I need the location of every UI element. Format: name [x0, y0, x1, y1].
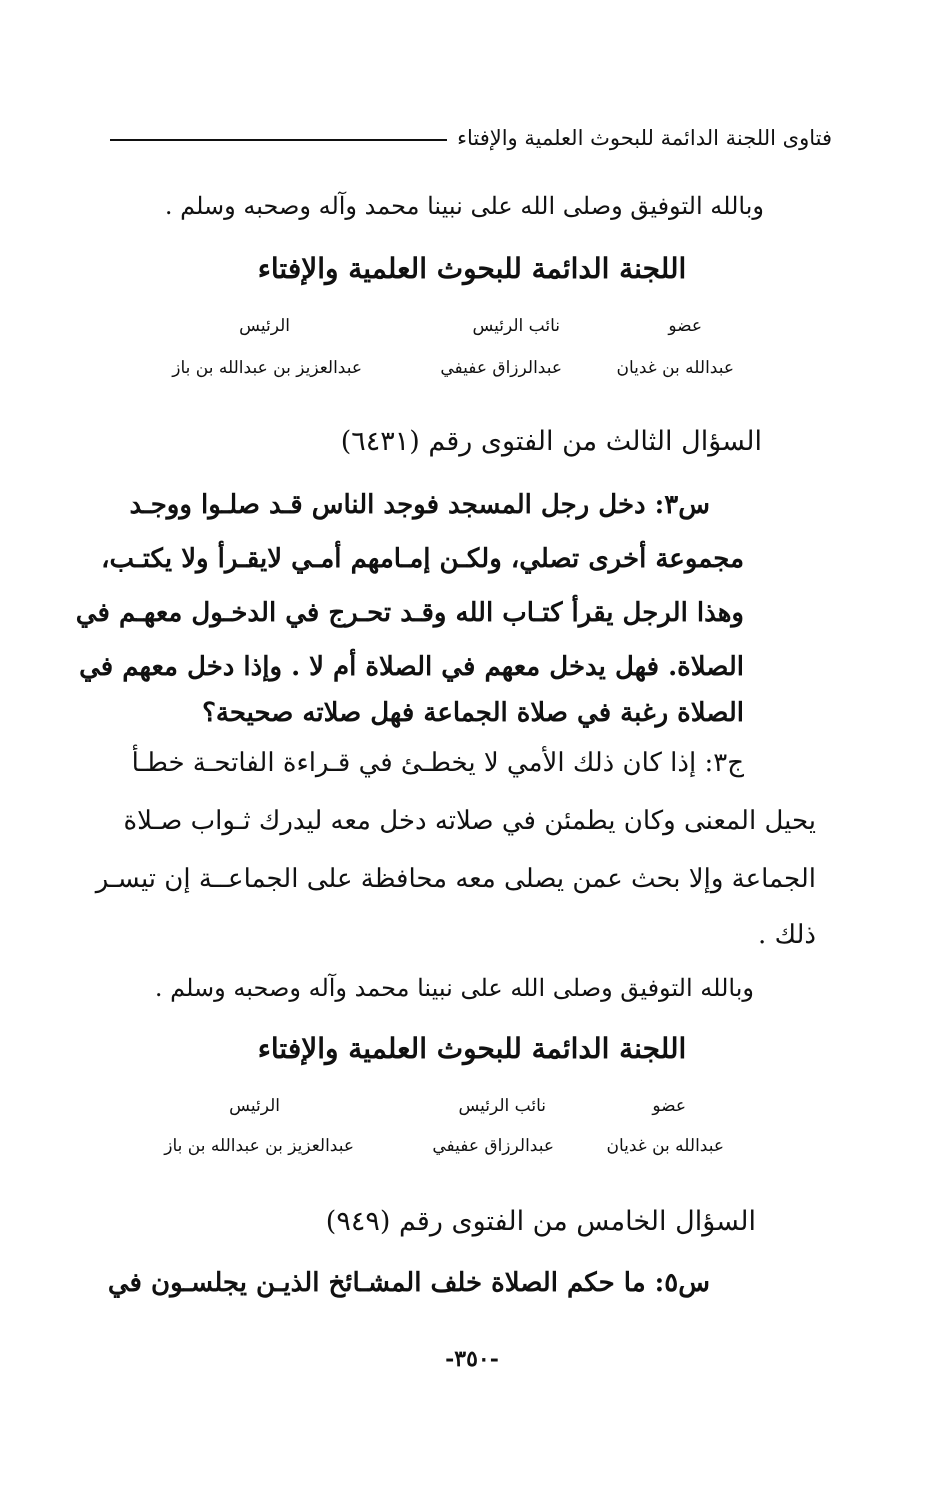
question-heading: السؤال الخامس من الفتوى رقم (٩٤٩): [325, 1206, 756, 1237]
signatory-name-president: عبدالعزيز بن عبدالله بن باز: [172, 358, 362, 378]
signatory-name-vice-president: عبدالرزاق عفيفي: [432, 1136, 554, 1156]
question-line: الصلاة. فهل يدخل معهم في الصلاة أم لا . وإذا دخل معهم في: [79, 652, 744, 682]
signatory-role-vice-president: نائب الرئيس: [458, 1096, 546, 1116]
answer-line: ذلك .: [758, 920, 816, 950]
signatory-role-member: عضو: [668, 316, 702, 336]
closing-formula: وبالله التوفيق وصلى الله على نبينا محمد وآله وصحبه وسلم .: [164, 192, 764, 220]
committee-title: اللجنة الدائمة للبحوث العلمية والإفتاء: [257, 252, 687, 285]
header-rule: [110, 139, 447, 141]
signatory-name-member: عبدالله بن غديان: [606, 1136, 724, 1156]
answer-line: يحيل المعنى وكان يطمئن في صلاته دخل معه ليدرك ثـواب صـلاة: [123, 806, 816, 836]
signatory-role-president: الرئيس: [239, 316, 290, 336]
closing-formula: وبالله التوفيق وصلى الله على نبينا محمد وآله وصحبه وسلم .: [154, 974, 754, 1002]
signatory-role-president: الرئيس: [229, 1096, 280, 1116]
signatory-role-member: عضو: [652, 1096, 686, 1116]
signatory-name-president: عبدالعزيز بن عبدالله بن باز: [164, 1136, 354, 1156]
question-line: س٥: ما حكم الصلاة خلف المشـائخ الذيـن يجلسـون في: [107, 1268, 710, 1298]
question-line: مجموعة أخرى تصلي، ولكـن إمـامهم أمـي لايقـرأ ولا يكتـب،: [101, 544, 744, 574]
question-line: س٣: دخل رجل المسجد فوجد الناس قـد صلـوا ووجـد: [129, 490, 710, 520]
committee-title: اللجنة الدائمة للبحوث العلمية والإفتاء: [257, 1032, 687, 1065]
signatory-role-vice-president: نائب الرئيس: [472, 316, 560, 336]
page-number: -٣٥٠-: [445, 1346, 499, 1372]
signatory-name-vice-president: عبدالرزاق عفيفي: [440, 358, 562, 378]
running-header-title: فتاوى اللجنة الدائمة للبحوث العلمية والإفتاء: [457, 126, 832, 150]
running-header: [110, 118, 832, 158]
answer-line: الجماعة وإلا بحث عمن يصلى معه محافظة على الجماعــة إن تيسـر: [95, 864, 816, 894]
question-heading: السؤال الثالث من الفتوى رقم (٦٤٣١): [340, 426, 762, 457]
question-line: الصلاة رغبة في صلاة الجماعة فهل صلاته صحيحة؟: [202, 698, 744, 728]
signatory-name-member: عبدالله بن غديان: [616, 358, 734, 378]
question-line: وهذا الرجل يقرأ كتـاب الله وقـد تحـرج في الدخـول معهـم في: [75, 598, 744, 628]
answer-line: ج٣: إذا كان ذلك الأمي لا يخطـئ في قـراءة الفاتحـة خطـأ: [131, 748, 744, 778]
